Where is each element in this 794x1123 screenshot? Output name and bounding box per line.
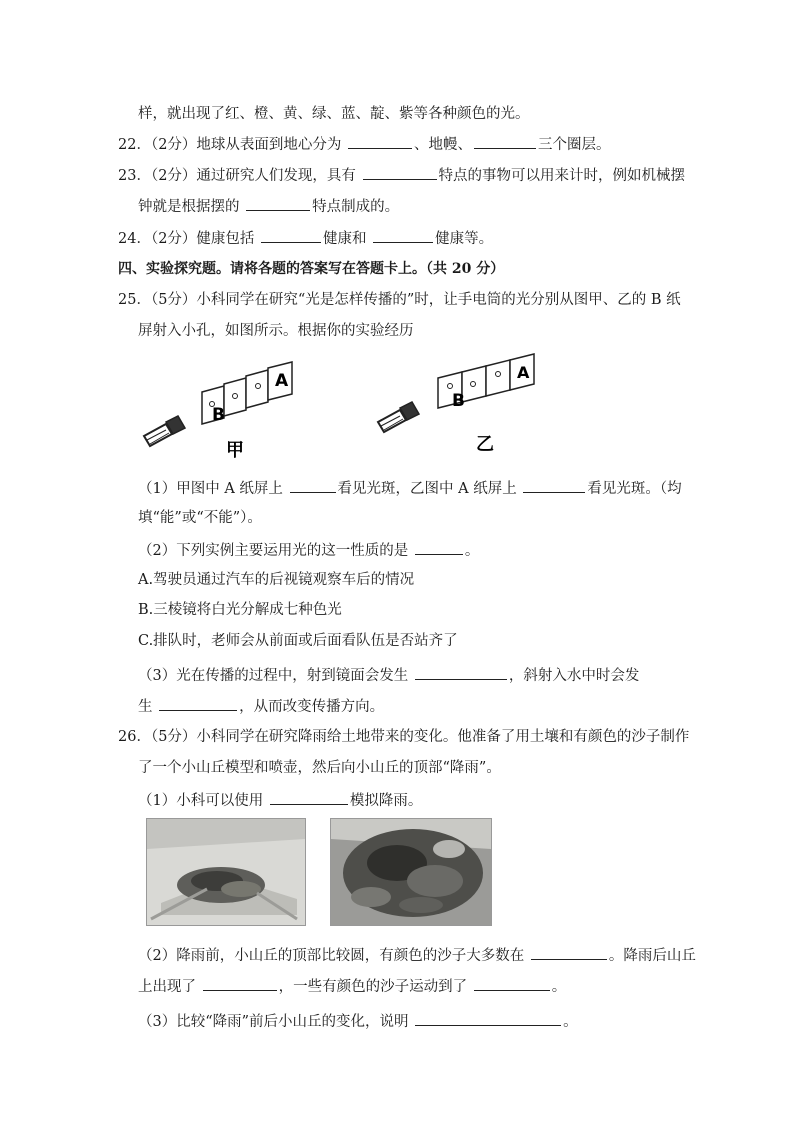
figure-label-yi: 乙	[476, 434, 494, 455]
paper-screen	[246, 370, 268, 408]
answer-blank[interactable]	[415, 664, 507, 680]
question-25-part-1: （1）甲图中 A 纸屏上 看见光斑，乙图中 A 纸屏上 看见光斑。（均	[138, 477, 682, 499]
question-23-cont: 钟就是根据摆的 特点制成的。	[138, 195, 399, 217]
answer-blank[interactable]	[290, 477, 336, 493]
text-line-intro: 样，就出现了红、橙、黄、绿、蓝、靛、紫等各种颜色的光。	[138, 106, 530, 122]
question-26-part-1: （1）小科可以使用 模拟降雨。	[138, 789, 422, 811]
section-heading: 四、实验探究题。请将各题的答案写在答题卡上。（共 20 分）	[118, 261, 505, 277]
answer-blank[interactable]	[348, 133, 412, 149]
photo-hill-after-rain	[330, 818, 492, 926]
question-25: 25．（5分）小科同学在研究“光是怎样传播的”时，让手电筒的光分别从图甲、乙的 B 纸	[118, 292, 681, 308]
question-25-part-1-cont: 填“能”或“不能”）。	[138, 510, 262, 526]
answer-blank[interactable]	[474, 975, 550, 991]
answer-blank[interactable]	[523, 477, 585, 493]
question-26: 26．（5分）小科同学在研究降雨给土地带来的变化。他准备了用土壤和有颜色的沙子制作	[118, 729, 690, 745]
answer-blank[interactable]	[246, 195, 310, 211]
question-25-part-3-cont: 生 ，从而改变传播方向。	[138, 695, 384, 717]
answer-blank[interactable]	[531, 944, 607, 960]
flashlight-icon	[144, 416, 185, 446]
answer-blank[interactable]	[261, 227, 321, 243]
paper-screen	[224, 378, 246, 416]
figure-label-jia: 甲	[226, 440, 244, 461]
question-26-part-2: （2）降雨前，小山丘的顶部比较圆，有颜色的沙子大多数在 。降雨后山丘	[138, 944, 696, 966]
screen-a-label: A	[517, 363, 530, 382]
question-26-cont: 了一个小山丘模型和喷壶，然后向小山丘的顶部“降雨”。	[138, 760, 501, 776]
question-23: 23．（2分）通过研究人们发现，具有 特点的事物可以用来计时，例如机械摆	[118, 164, 685, 186]
option-c: C.排队时，老师会从前面或后面看队伍是否站齐了	[138, 633, 458, 649]
figure-jia	[138, 356, 318, 466]
question-25-cont: 屏射入小孔，如图所示。根据你的实验经历	[138, 323, 414, 339]
screen-a-label: A	[275, 371, 289, 391]
option-a: A.驾驶员通过汽车的后视镜观察车后的情况	[138, 572, 415, 588]
answer-blank[interactable]	[363, 164, 437, 180]
paper-screen	[486, 360, 510, 396]
answer-blank[interactable]	[415, 539, 463, 555]
question-25-part-3: （3）光在传播的过程中，射到镜面会发生 ，斜射入水中时会发	[138, 664, 639, 686]
paper-screen	[462, 366, 486, 402]
screen-b-label: B	[212, 405, 225, 425]
figure-yi	[372, 352, 552, 462]
question-25-part-2: （2）下列实例主要运用光的这一性质的是 。	[138, 539, 479, 561]
question-26-part-2-cont: 上出现了 ，一些有颜色的沙子运动到了 。	[138, 975, 566, 997]
answer-blank[interactable]	[159, 695, 237, 711]
question-22: 22．（2分）地球从表面到地心分为 、地幔、 三个圈层。	[118, 133, 611, 155]
answer-blank[interactable]	[203, 975, 277, 991]
answer-blank[interactable]	[415, 1010, 561, 1026]
photo-hill-before-rain	[146, 818, 306, 926]
answer-blank[interactable]	[474, 133, 536, 149]
question-26-part-3: （3）比较“降雨”前后小山丘的变化，说明 。	[138, 1010, 578, 1032]
question-24: 24．（2分）健康包括 健康和 健康等。	[118, 227, 493, 249]
option-b: B.三棱镜将白光分解成七种色光	[138, 602, 342, 618]
flashlight-icon	[378, 402, 419, 432]
answer-blank[interactable]	[373, 227, 433, 243]
screen-b-label: B	[452, 391, 465, 411]
answer-blank[interactable]	[270, 789, 348, 805]
